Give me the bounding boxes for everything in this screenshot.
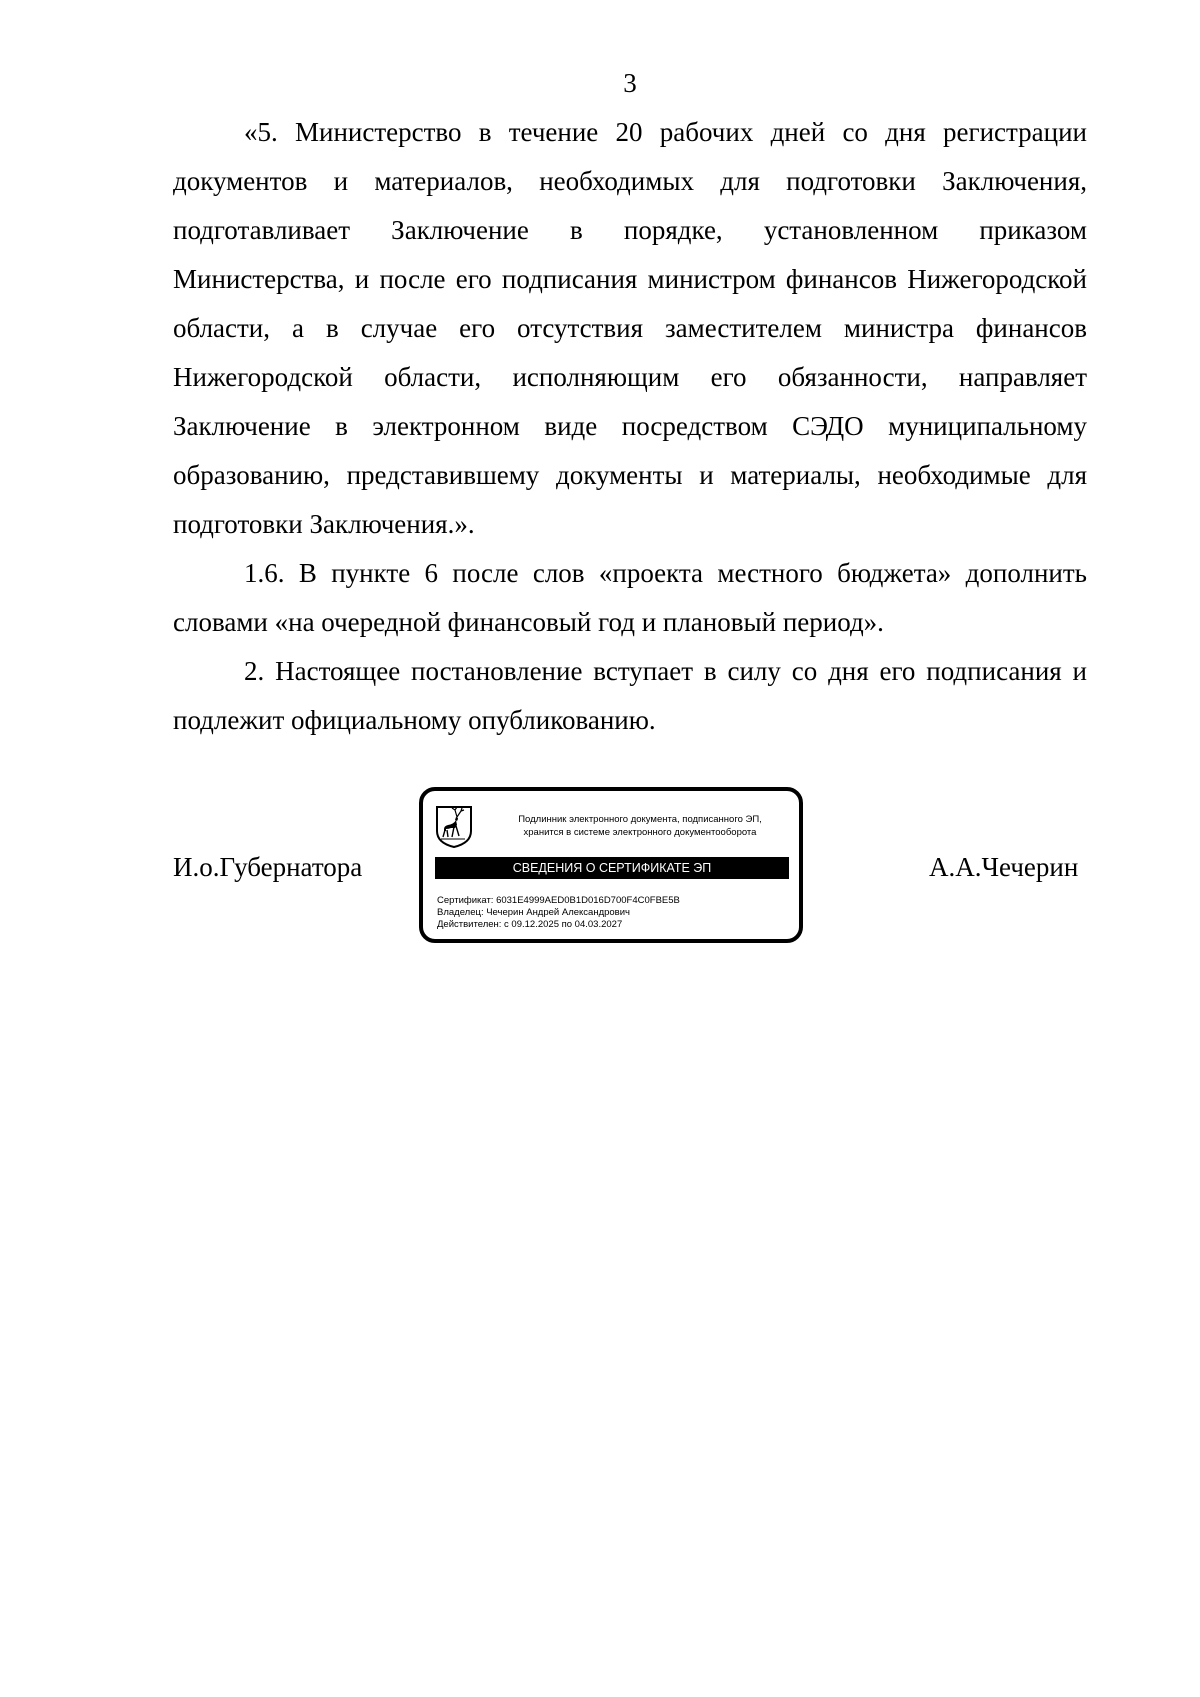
paragraph-clause-1-6: 1.6. В пункте 6 после слов «проекта местного бюджета» дополнить словами «на очередной финансовый год и плановый период». (173, 558, 1087, 637)
certificate-info-title: СВЕДЕНИЯ О СЕРТИФИКАТЕ ЭП (435, 857, 789, 879)
signatory-name: А.А.Чечерин (929, 852, 1079, 882)
nizhny-novgorod-deer-emblem-icon (435, 805, 473, 849)
certificate-owner: Владелец: Чечерин Андрей Александрович (437, 907, 630, 918)
electronic-signature-stamp (419, 787, 803, 943)
stamp-header-line: Подлинник электронного документа, подписанного ЭП, (518, 814, 762, 825)
paragraph-clause-2: 2. Настоящее постановление вступает в силу со дня его подписания и подлежит официальному опубликованию. (173, 656, 1087, 735)
certificate-serial: Сертификат: 6031E4999AED0B1D016D700F4C0FBE5B (437, 895, 680, 906)
document-body (173, 108, 1087, 745)
stamp-header-line: хранится в системе электронного документооборота (523, 827, 757, 838)
certificate-validity: Действителен: с 09.12.2025 по 04.03.2027 (437, 919, 623, 930)
page-number: 3 (623, 68, 637, 98)
stamp-header (489, 813, 791, 839)
certificate-details (437, 895, 787, 931)
paragraph-clause-5: «5. Министерство в течение 20 рабочих дней со дня регистрации документов и материалов, необходимых для подготовки Заключения, подготавливает Заключение в порядке, установленном приказом Министерства, и после его подписания министром финансов Нижегородской области, а в случае его отсутствия заместителем министра финансов Нижегородской области, исполняющим его обязанности, направляет Заключение в электронном виде посредством СЭДО муниципальному образованию, представившему документы и материалы, необходимые для подготовки Заключения.». (173, 117, 1087, 539)
signatory-position: И.о.Губернатора (173, 852, 363, 882)
